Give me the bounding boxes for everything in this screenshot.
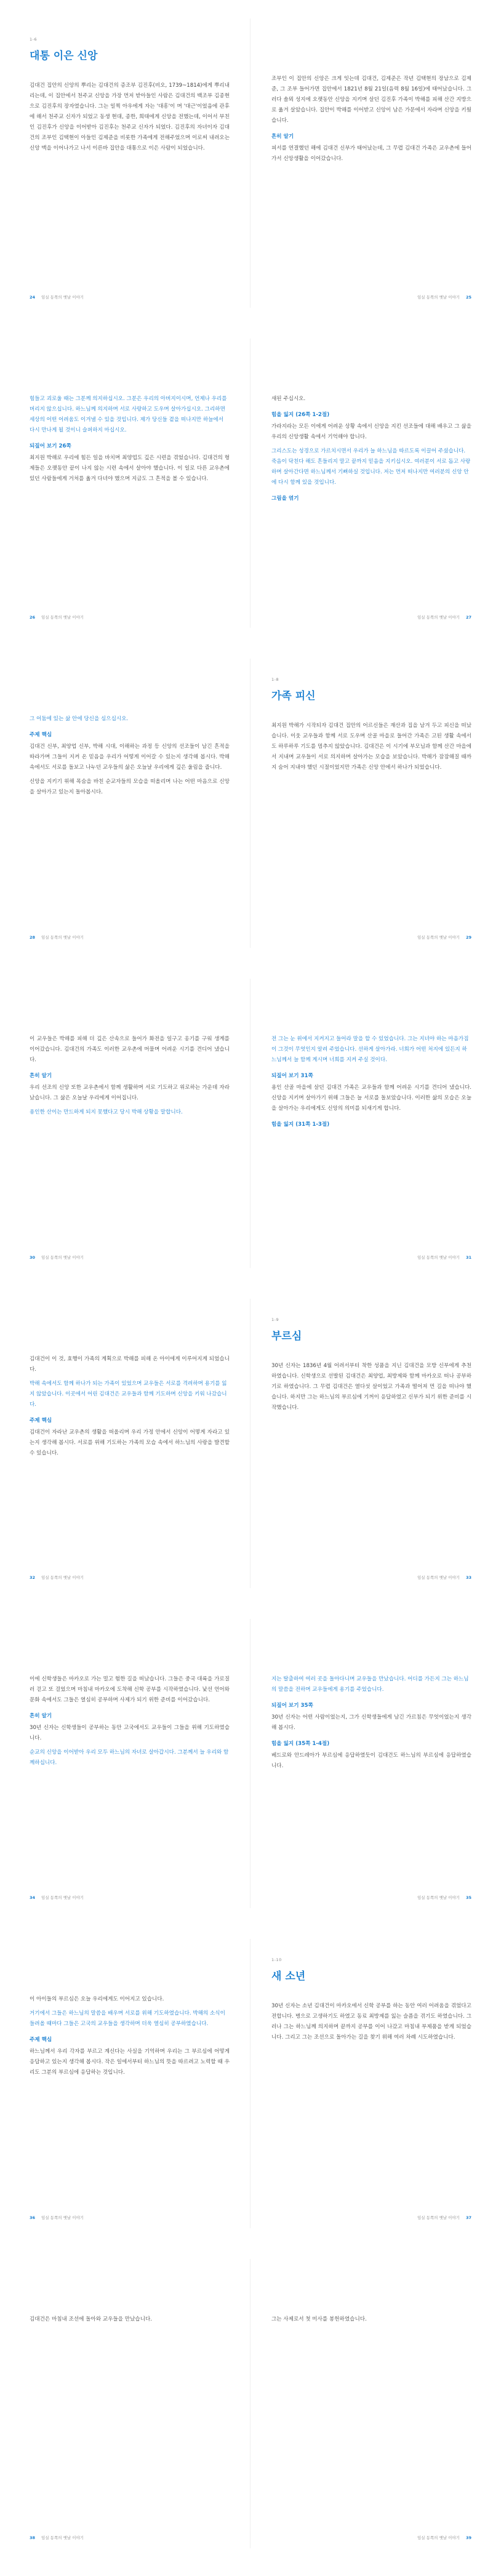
quote-block: 그리스도는 성경으로 가르치시면서 우리가 늘 하느님을 따르도록 이끌어 주셨습니다. 죽음이 닥친다 해도 흔들리지 말고 끝까지 믿음을 지키십시오. 여러분이 서로 돕고 사랑하며 살아간다면 하느님께서 기뻐하실 것입니다. 저는 먼저 떠나지만 여러분의 신앙 안에 다시 함께 있을 것입니다. (271, 448, 471, 486)
paragraph: 30년 신자는 소년 김대건이 마카오에서 신학 공부를 하는 동안 여러 어려움을 겪었다고 전합니다. 병으로 고생하기도 하였고 동료 최방제를 잃는 슬픔을 겪기도 하였습니다. 그러나 그는 하느님께 의지하며 끝까지 공부를 이어 나갔고 마침내 부제품을 받게 되었습니다. 그리고 그는 조선으로 돌아가는 길을 찾기 위해 여러 차례 시도하였습니다. (271, 2003, 471, 2040)
page-footer (30, 1575, 221, 1581)
page-number: 30 (30, 1255, 36, 1260)
section-number: 1-8 (271, 677, 279, 682)
page-left (0, 960, 250, 1280)
page-number: 29 (465, 935, 471, 940)
paragraph: 조부인 이 집안의 신앙은 크게 잇는데 김대건, 김제준은 작년 김택현의 장남으로 김제준, 그 조부 들어가면 집안에서 1821년 8월 21일(음력 8월 16일)에 태어났습니다. 그러다 솔뫼 성지에 오랫동안 신앙을 지키며 살던 김진후 가족이 박해를 피해 산간 지방으로 옮겨 살았습니다. 집안이 박해를 이어받고 신앙이 남은 가문에서 자라며 신앙을 키웠습니다. (271, 76, 471, 124)
spread (0, 1920, 501, 2241)
page-footer (271, 1254, 471, 1261)
running-title: 임실 동쪽의 옛날 이야기 (417, 1575, 460, 1580)
subheading: 힘을 잃지 (35쪽 1-4절) (271, 1741, 330, 1747)
page-left (0, 1920, 250, 2241)
page-left (0, 1600, 250, 1920)
running-title: 임실 동쪽의 옛날 이야기 (41, 935, 84, 940)
running-title: 임실 동쪽의 옛날 이야기 (41, 1255, 84, 1260)
quote-block: 전 그는 눈 위에서 지켜지고 들어라 말을 할 수 있었습니다. 그는 지녀야 하는 마음가짐이 그것이 무엇인지 알려 주었습니다. 선하게 살아가라. 너희가 어떤 처지에 있든지 하느님께서 늘 함께 계시며 너희를 지켜 주실 것이다. (271, 1036, 469, 1063)
section-title: 가족 피신 (271, 690, 316, 702)
page-footer (271, 1895, 471, 1901)
spread (0, 0, 501, 320)
page-body (271, 2001, 471, 2043)
subheading: 되짚어 보기 35쪽 (271, 1703, 313, 1709)
page-right (250, 2241, 501, 2561)
page-footer (30, 614, 221, 620)
paragraph: 이에 신학생들은 마카오로 가는 멀고 험한 길을 떠났습니다. 그들은 중국 대륙을 가로질러 걷고 또 걸었으며 마침내 마카오에 도착해 신학 공부를 시작하였습니다. 낯선 언어와 문화 속에서도 그들은 열심히 공부하며 사제가 되기 위한 준비를 이어갔습니다. (30, 1676, 230, 1703)
page-left (0, 640, 250, 960)
section-title: 대통 이은 신앙 (30, 50, 98, 62)
page-footer (30, 1895, 221, 1901)
running-title: 임실 동쪽의 옛날 이야기 (417, 295, 460, 300)
quote-block: 거기에서 그들은 하느님의 말씀을 배우며 서로를 위해 기도하였습니다. 박해의 소식이 들려올 때마다 그들은 고국의 교우들을 생각하며 더욱 열심히 공부하였습니다. (30, 2010, 225, 2027)
running-title: 임실 동쪽의 옛날 이야기 (417, 935, 460, 940)
spread (0, 640, 501, 960)
section-title: 부르심 (271, 1330, 302, 1342)
page-body (271, 394, 471, 502)
page-number: 33 (465, 1575, 471, 1580)
paragraph: 김대건 집안의 신앙의 뿌리는 김대건의 증조부 김진후(비오, 1739~1814)에게 뿌리내리는데, 이 집안에서 천주교 신앙을 가장 먼저 받아들인 사람은 김대건의 백조부 김종현으로 김진후의 장자였습니다. 그는 일찍 아우에게 자는 '대흥'이 며 '대근'이었음에 관후에 해서 천주교 신자가 되었고 동생 현대, 종한, 희태에게 신앙을 전했는데, 이어서 부친인 김진후가 신앙을 이어받아 김진후는 천주교 신자가 되었다. 김진후의 자녀이자 김대건의 조부인 김택현이 아들인 김제준을 비롯한 가족에게 전해주었으며 이로써 내려오는 신앙 맥을 이어나가고 나서 이른바 집안을 대통으로 이은 사람이 되었습니다. (30, 82, 230, 151)
page-body (271, 721, 471, 773)
spread (0, 1280, 501, 1600)
running-title: 임실 동쪽의 옛날 이야기 (41, 295, 84, 300)
page-number: 26 (30, 615, 36, 620)
subheading: 흔히 알기 (30, 1073, 52, 1079)
running-title: 임실 동쪽의 옛날 이야기 (417, 1255, 460, 1260)
paragraph: 최지원 박해로 우리에 힘든 일을 바치며 최양업도 깊은 시련을 겪었습니다. 김대건의 형제들은 오랫동안 끝이 나지 않는 시련 속에서 살아야 했습니다. 이 일로 다른 교우촌에 있던 사람들에게 거처를 옮겨 다녀야 했으며 지금도 그 흔적을 볼 수 있습니다. (30, 455, 230, 482)
quote-block: 용인한 산이는 만드하게 되지 못했다고 당시 박해 상황을 말합니다. (30, 1109, 183, 1115)
page-right (250, 1600, 501, 1920)
page-left (0, 320, 250, 640)
page-right (250, 960, 501, 1280)
spread (0, 960, 501, 1280)
page-footer (30, 2215, 221, 2221)
paragraph: 김대건이 이 것, 효행이 가족의 계획으로 박해를 피해 온 아이에게 이루어지게 되었습니다. (30, 1356, 230, 1373)
running-title: 임실 동쪽의 옛날 이야기 (417, 1895, 460, 1900)
subheading: 되짚어 보기 26쪽 (30, 443, 71, 449)
page-left (0, 0, 250, 320)
quote-block: 박해 속에서도 함께 하나가 되는 가족이 있었으며 교우들은 서로를 격려하며 용기를 잃지 않았습니다. 이곳에서 어린 김대건은 교우들과 함께 기도하며 신앙을 키워 나갔습니다. (30, 1381, 227, 1408)
page-footer (30, 1254, 221, 1261)
page-footer (271, 934, 471, 941)
page-body (30, 714, 230, 798)
paragraph: 하느님께서 우리 각자를 부르고 계신다는 사실을 기억하며 우리는 그 부르심에 어떻게 응답하고 있는지 생각해 봅시다. 작은 일에서부터 하느님의 뜻을 따르려고 노력할 때 우리도 그분의 부르심에 응답하는 것입니다. (30, 2048, 230, 2076)
spread (0, 1600, 501, 1920)
subheading: 되짚어 보기 31쪽 (271, 1073, 313, 1079)
page-footer (271, 2215, 471, 2221)
page-number: 31 (465, 1255, 471, 1260)
paragraph: 최지원 박해가 시작되자 김대건 집안의 어르신들은 재산과 집을 남겨 두고 피신을 떠났습니다. 이웃 교우들과 함께 서로 도우며 산골 마을로 들어간 가족은 고된 생활 속에서도 하루하루 기도를 멈추지 않았습니다. 김대건은 이 시기에 부모님과 함께 산간 마을에서 지내며 교우들이 서로 의지하며 살아가는 모습을 보았습니다. 박해가 잠잠해질 때까지 숨어 지내야 했던 시절이었지만 가족은 신앙 안에서 하나가 되었습니다. (271, 723, 471, 771)
page-footer (271, 614, 471, 620)
page-right (250, 1920, 501, 2241)
page-body (30, 2314, 230, 2325)
running-title: 임실 동쪽의 옛날 이야기 (417, 2535, 460, 2540)
page-number: 39 (465, 2535, 471, 2540)
section-title: 새 소년 (271, 1970, 306, 1983)
subheading: 주제 핵심 (30, 1418, 52, 1424)
spread (0, 320, 501, 640)
paragraph: 김대건은 마침내 조선에 돌아와 교우들을 만났습니다. (30, 2316, 153, 2322)
paragraph: 30년 신자는 1836년 4월 어려서부터 착한 성품을 지닌 김대건을 모방 신부에게 추천하였습니다. 신학생으로 선발된 김대건은 최양업, 최방제와 함께 마카오로 떠나 공부하기로 하였습니다. 그 무렵 김대건은 열다섯 살이었고 가족과 떨어져 먼 길을 떠나야 했습니다. 하지만 그는 하느님의 부르심에 기꺼이 응답하였고 신부가 되기 위한 준비를 시작했습니다. (271, 1363, 471, 1411)
subheading: 주제 핵심 (30, 2037, 52, 2043)
page-body (271, 74, 471, 164)
running-title: 임실 동쪽의 옛날 이야기 (41, 2535, 84, 2540)
page-footer (30, 2535, 221, 2541)
page-number: 24 (30, 295, 36, 300)
page-footer (30, 294, 221, 300)
paragraph: 30년 신자는 어떤 사람이었는지, 그가 신학생들에게 남긴 가르침은 무엇이었는지 생각해 봅시다. (271, 1714, 471, 1731)
subheading: 힘을 잃지 (26쪽 1-2절) (271, 412, 330, 418)
subheading: 그림을 엮기 (271, 496, 299, 502)
paragraph: 우리 선조의 신앙 또한 교우촌에서 함께 생활하며 서로 기도하고 위로하는 가운데 자라났습니다. 그 삶은 오늘날 우리에게 이어집니다. (30, 1085, 230, 1101)
running-title: 임실 동쪽의 옛날 이야기 (41, 2215, 84, 2220)
paragraph: 김대건 신부, 최양업 신부, 박해 시대, 이해하는 과정 등 신앙의 선조들이 남긴 흔적을 따라가며 그들이 지켜 온 믿음을 우리가 어떻게 이어갈 수 있는지 생각해 봅시다. 박해 속에서도 서로를 돌보고 나누던 교우들의 삶은 오늘날 우리에게 깊은 울림을 줍니다. (30, 744, 230, 771)
running-title: 임실 동쪽의 옛날 이야기 (41, 1895, 84, 1900)
page-body (30, 1034, 230, 1118)
page-body (271, 2314, 471, 2325)
paragraph: 김대건이 자라난 교우촌의 생활을 떠올리며 우리 가정 안에서 신앙이 어떻게 자라고 있는지 생각해 봅시다. 서로를 위해 기도하는 가족의 모습 속에서 하느님의 사랑을 발견할 수 있습니다. (30, 1429, 230, 1456)
paragraph: 이 아이들의 부르심은 오늘 우리에게도 이어지고 있습니다. (30, 1996, 164, 2002)
page-right (250, 320, 501, 640)
spread (0, 2241, 501, 2561)
page-number: 27 (465, 615, 471, 620)
page-body (30, 1674, 230, 1768)
page-right (250, 0, 501, 320)
quote-block: 순교의 신앙을 이어받아 우리 모두 하느님의 자녀로 살아갑시다. 그분께서 늘 우리와 함께하십니다. (30, 1749, 229, 1766)
subheading: 주제 핵심 (30, 732, 52, 738)
page-number: 34 (30, 1895, 36, 1900)
section-number: 1-9 (271, 1317, 279, 1322)
page-body (271, 1034, 471, 1128)
page-footer (271, 2535, 471, 2541)
page-footer (271, 1575, 471, 1581)
subheading: 힘을 잃지 (31쪽 1-3절) (271, 1121, 330, 1128)
quote-block: 힘들고 괴로울 때는 그분께 의지하십시오. 그분은 우리의 아버지이시며, 언제나 우리를 버리지 않으십니다. 하느님께 의지하며 서로 사랑하고 도우며 살아가십시오. 그리하면 세상의 어떤 어려움도 이겨낼 수 있을 것입니다. 제가 당신들 곁을 떠나지만 하늘에서 다시 만나게 될 것이니 슬퍼하지 마십시오. (30, 396, 227, 433)
page-body (271, 1361, 471, 1413)
page-body (30, 81, 230, 154)
subheading: 흔히 알기 (30, 1713, 52, 1719)
paragraph: 새된 주십시오. (271, 396, 306, 402)
paragraph: 30년 신자는 신학생들이 공부하는 동안 고국에서도 교우들이 그들을 위해 기도하였습니다. (30, 1725, 230, 1741)
page-number: 28 (30, 935, 36, 940)
page-number: 37 (465, 2215, 471, 2220)
paragraph: 피서를 연결했던 해에 김대건 신부가 태어났는데, 그 무렵 김대건 가족은 교우촌에 들어가서 신앙생활을 이어갔습니다. (271, 145, 471, 162)
page-number: 25 (465, 295, 471, 300)
page-footer (30, 934, 221, 941)
paragraph: 신앙을 지키기 위해 목숨을 바친 순교자들의 모습을 떠올리며 나는 어떤 마음으로 신앙을 살아가고 있는지 돌아봅시다. (30, 779, 230, 795)
quote-block: 그 어둠에 있는 삶 안에 당신을 심으십시오. (30, 716, 129, 722)
subheading: 흔히 알기 (271, 134, 294, 140)
page-left (0, 1280, 250, 1600)
page-body (30, 1994, 230, 2078)
section-number: 1-6 (30, 37, 38, 42)
running-title: 임실 동쪽의 옛날 이야기 (417, 2215, 460, 2220)
page-number: 35 (465, 1895, 471, 1900)
section-number: 1-10 (271, 1957, 282, 1962)
paragraph: 그는 사제로서 첫 미사를 봉헌하였습니다. (271, 2316, 367, 2322)
paragraph: 이 교우들은 박해를 피해 더 깊은 산속으로 들어가 화전을 일구고 옹기를 구워 생계를 이어갔습니다. 김대건의 가족도 이러한 교우촌에 머물며 어려운 시기를 견디어 냈습니다. (30, 1036, 230, 1063)
paragraph: 베드로와 안드레아가 부르심에 응답하였듯이 김대건도 하느님의 부르심에 응답하였습니다. (271, 1752, 471, 1769)
page-body (30, 1354, 230, 1459)
page-footer (271, 294, 471, 300)
page-body (271, 1674, 471, 1772)
page-right (250, 640, 501, 960)
page-number: 32 (30, 1575, 36, 1580)
running-title: 임실 동쪽의 옛날 이야기 (41, 615, 84, 620)
paragraph: 가라지라는 모든 이에게 어려운 상황 속에서 신앙을 지킨 선조들에 대해 배우고 그 삶을 우리의 신앙생활 속에서 기억해야 합니다. (271, 423, 471, 440)
page-right (250, 1280, 501, 1600)
page-body (30, 394, 230, 484)
paragraph: 용인 산골 마을에 살던 김대건 가족은 교우들과 함께 어려운 시기를 견디어 냈습니다. 신앙을 지키며 살아가기 위해 그들은 늘 서로를 돌보았습니다. 이러한 삶의 모습은 오늘을 살아가는 우리에게도 신앙의 의미를 되새기게 합니다. (271, 1085, 471, 1112)
page-number: 38 (30, 2535, 36, 2540)
running-title: 임실 동쪽의 옛날 이야기 (417, 615, 460, 620)
page-left (0, 2241, 250, 2561)
running-title: 임실 동쪽의 옛날 이야기 (41, 1575, 84, 1580)
page-number: 36 (30, 2215, 36, 2220)
quote-block: 지는 탈출하여 여러 곳을 돌아다니며 교우들을 만났습니다. 어디를 가든지 그는 하느님의 말씀을 전하며 교우들에게 용기를 주었습니다. (271, 1676, 469, 1693)
